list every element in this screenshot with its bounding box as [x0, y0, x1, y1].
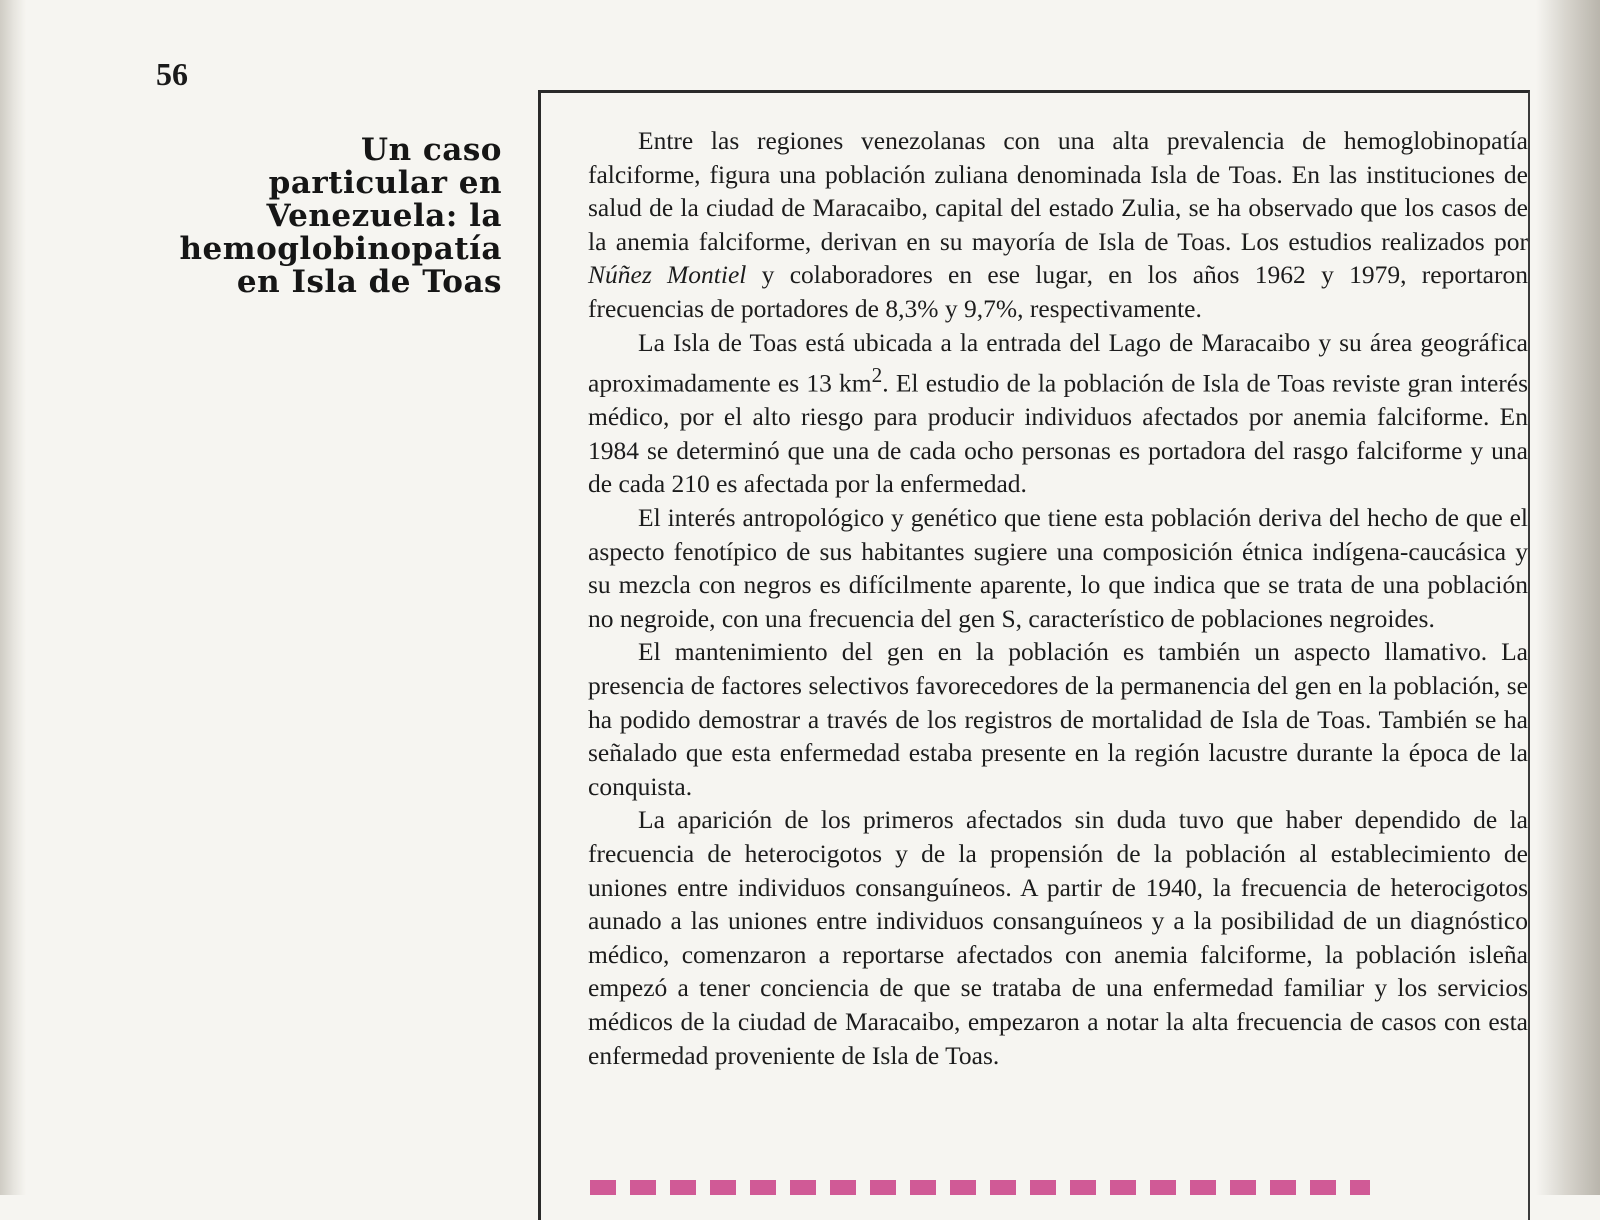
sidebar-title — [120, 134, 502, 299]
paragraph: La aparición de los primeros afectados sin duda tuvo que haber dependido de la frecuencia de heterocigotos y de la propensión de la población al establecimiento de uniones entre individuos consanguíneos. A partir de 1940, la frecuencia de heterocigotos aunado a las uniones entre individuos consanguíneos y a la posibilidad de un diagnóstico médico, comenzaron a reportarse afectados con anemia falciforme, la población isleña empezó a tener conciencia de que se trataba de una enfermedad familiar y los servicios médicos de la ciudad de Maracaibo, empezaron a notar la alta frecuencia de casos con esta enfermedad proveniente de Isla de Toas. — [588, 805, 1528, 1070]
paragraph-text: Entre las regiones venezolanas con una alta prevalencia de hemoglobinopatía falciforme, figura una población zuliana denominada Isla de Toas. En las instituciones de salud de la ciudad de Maracaibo, capital del estado Zulia, se ha observado que los casos de la anemia falciforme, derivan en su mayoría de Isla de Toas. Los estudios realizados por — [588, 126, 1528, 256]
next-heading-fragment — [590, 1180, 1370, 1195]
paragraph: El mantenimiento del gen en la población es también un aspecto llamativo. La presencia de factores selectivos favorecedores de la permanencia del gen en la población, se ha podido demostrar a través de los registros de mortalidad de Isla de Toas. También se ha señalado que esta enfermedad estaba presente en la región lacustre durante la época de la conquista. — [588, 637, 1528, 801]
paragraph — [588, 326, 1528, 501]
sidebar-title-line: Un caso — [361, 132, 502, 168]
page-gutter-shadow — [0, 0, 26, 1195]
superscript: 2 — [871, 363, 883, 388]
page-edge-shadow — [1536, 0, 1600, 1195]
paragraph-text: . El estudio de la población de Isla de Toas reviste gran interés médico, por el alto riesgo para producir individuos afectados por anemia falciforme. En 1984 se determinó que una de cada ocho personas es portadora del rasgo falciforme y una de cada 210 es afectada por la enfermedad. — [588, 368, 1528, 499]
page-number: 56 — [156, 56, 188, 92]
sidebar-title-line: hemoglobinopatía — [179, 231, 502, 267]
author-name: Núñez Montiel — [588, 260, 747, 290]
sidebar-title-line: Venezuela: la — [266, 198, 502, 234]
paragraph: El interés antropológico y genético que tiene esta población deriva del hecho de que el aspecto fenotípico de sus habitantes sugiere una composición étnica indígena-caucásica y su mezcla con negros es difícilmente aparente, lo que indica que se trata de una población no negroide, con una frecuencia del gen S, característico de poblaciones negroides. — [588, 503, 1528, 633]
sidebar-title-line: en Isla de Toas — [236, 264, 502, 300]
paragraph — [588, 124, 1528, 326]
paragraph-text: y colaboradores en ese lugar, en los años 1962 y 1979, reportaron frecuencias de portadores de 8,3% y 9,7%, respectivamente. — [588, 260, 1528, 323]
article-body — [588, 124, 1528, 1072]
paragraph-text: La Isla de Toas está ubicada a la entrada del Lago de Maracaibo y su área geográfica aproximadamente es 13 km — [588, 327, 1528, 398]
sidebar-title-line: particular en — [268, 165, 502, 201]
